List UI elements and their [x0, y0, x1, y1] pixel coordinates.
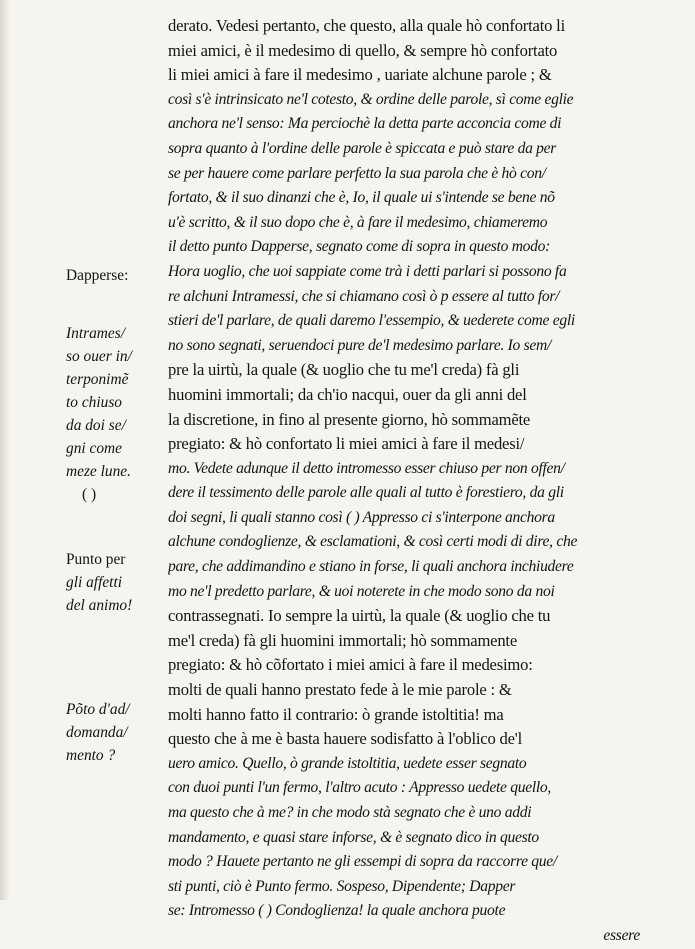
text-line: sopra quanto à l'ordine delle parole è spiccata e può stare da per [168, 139, 557, 157]
margin-note-line: del animo! [66, 597, 133, 614]
text-line: la discretione, in fino al presente giorno, hò sommamẽte [168, 409, 531, 429]
margin-note-line: so ouer in/ [66, 348, 132, 365]
text-line: no sono segnati, seruendoci pure de'l medesimo parlare. Io sem/ [168, 336, 552, 354]
main-text-block [168, 14, 640, 949]
text-line: fortato, & il suo dinanzi che è, Io, il quale ui s'intende se bene nõ [168, 189, 555, 207]
margin-note-line: meze lune. [66, 463, 131, 480]
text-line: alchune condoglienze, & esclamationi, & così certi modi di dire, che [168, 533, 578, 551]
margin-note-line: to chiuso [66, 394, 123, 411]
text-line: mo ne'l predetto parlare, & uoi noterete in che modo sono da noi [168, 582, 555, 600]
text-line: anchora ne'l senso: Ma perciochè la detta parte acconcia come di [168, 115, 562, 133]
text-line: u'è scritto, & il suo dopo che è, à fare il medesimo, chiameremo [168, 213, 548, 231]
margin-note-line: mento ? [66, 747, 116, 764]
text-line: il detto punto Dapperse, segnato come di sopra in questo modo: [168, 238, 551, 256]
text-line: pare, che addimandino e stiano in forse, li quali anchora inchiudere [168, 558, 574, 576]
text-line: pre la uirtù, la quale (& uoglio che tu me'l creda) fà gli [168, 360, 520, 380]
text-line: huomini immortali; da ch'io nacqui, ouer da gli anni del [168, 384, 527, 404]
margin-note-parentheses: ( ) [82, 486, 97, 503]
text-line: me'l creda) fà gli huomini immortali; hò sommamente [168, 630, 518, 650]
text-line: con duoi punti l'un fermo, l'altro acuto : Appresso uedete quello, [168, 779, 552, 797]
margin-note-line: da doi se/ [66, 417, 126, 434]
text-line: molti hanno fatto il contrario: ò grande istoltitia! ma [168, 704, 504, 724]
margin-note-dapperse [66, 264, 164, 287]
text-line: ma questo che à me? in che modo stà segnato che è uno addi [168, 804, 532, 821]
text-line: sti punti, ciò è Punto fermo. Sospeso, Dipendente; Dapper [168, 877, 516, 895]
text-line: mandamento, e quasi stare inforse, & è segnato dico in questo [168, 828, 539, 846]
text-line: se: Intromesso ( ) Condoglienza! la quale anchora puote [168, 902, 506, 920]
text-line: pregiato: & hò cõfortato i miei amici à fare il medesimo: [168, 655, 533, 675]
margin-note-line: gli affetti [66, 574, 123, 591]
text-line: mo. Vedete adunque il detto intromesso esser chiuso per non offen/ [168, 459, 565, 477]
text-line: pregiato: & hò confortato li miei amici à fare il medesi/ [168, 434, 525, 454]
text-line: uero amico. Quello, ò grande istoltitia, uedete esser segnato [168, 754, 527, 772]
margin-note-line: Punto per [66, 551, 126, 568]
text-line: re alchuni Intramessi, che si chiamano così ò p essere al tutto for/ [168, 287, 560, 305]
margin-note-line: gni come [66, 440, 122, 457]
margin-note-line: terponimẽ [66, 371, 129, 388]
margin-note-punto-affetti [66, 548, 164, 617]
margin-note-domandamento [66, 698, 164, 767]
text-line: così s'è intrinsicato ne'l cotesto, & ordine delle parole, sì come eglie [168, 90, 574, 108]
text-line: contrassegnati. Io sempre la uirtù, la quale (& uoglio che tu [168, 606, 551, 626]
margin-note-line: Põto d'ad/ [66, 701, 130, 718]
text-line: essere [603, 926, 640, 944]
text-line: stieri de'l parlare, de quali daremo l'essempio, & uederete come egli [168, 312, 575, 330]
text-line: doi segni, li quali stanno così ( ) Appresso ci s'interpone anchora [168, 508, 555, 526]
text-line: se per hauere come parlare perfetto la sua parola che è hò con/ [168, 164, 546, 182]
text-line: molti de quali hanno prestato fede à le mie parole : & [168, 680, 512, 700]
text-line: li miei amici à fare il medesimo , uariate alchune parole ; & [168, 65, 552, 85]
text-line: dere il tessimento delle parole alle quali al tutto è forestiero, da gli [168, 484, 564, 502]
text-line: modo ? Hauete pertanto ne gli essempi di sopra da raccorre que/ [168, 853, 557, 871]
margin-note-intramessi [66, 322, 164, 506]
text-line: questo che à me è basta hauere sodisfatto à l'oblico de'l [168, 729, 522, 749]
text-line: Hora uoglio, che uoi sappiate come trà i detti parlari si possono fa [168, 262, 567, 280]
margin-note-line: domanda/ [66, 724, 128, 741]
page-gutter [0, 0, 10, 900]
text-line: derato. Vedesi pertanto, che questo, alla quale hò confortato li [168, 16, 565, 35]
margin-note-line: Intrames/ [66, 325, 125, 342]
margin-note-line: Dapperse: [66, 267, 129, 284]
text-line: miei amici, è il medesimo di quello, & sempre hò confortato [168, 40, 558, 60]
